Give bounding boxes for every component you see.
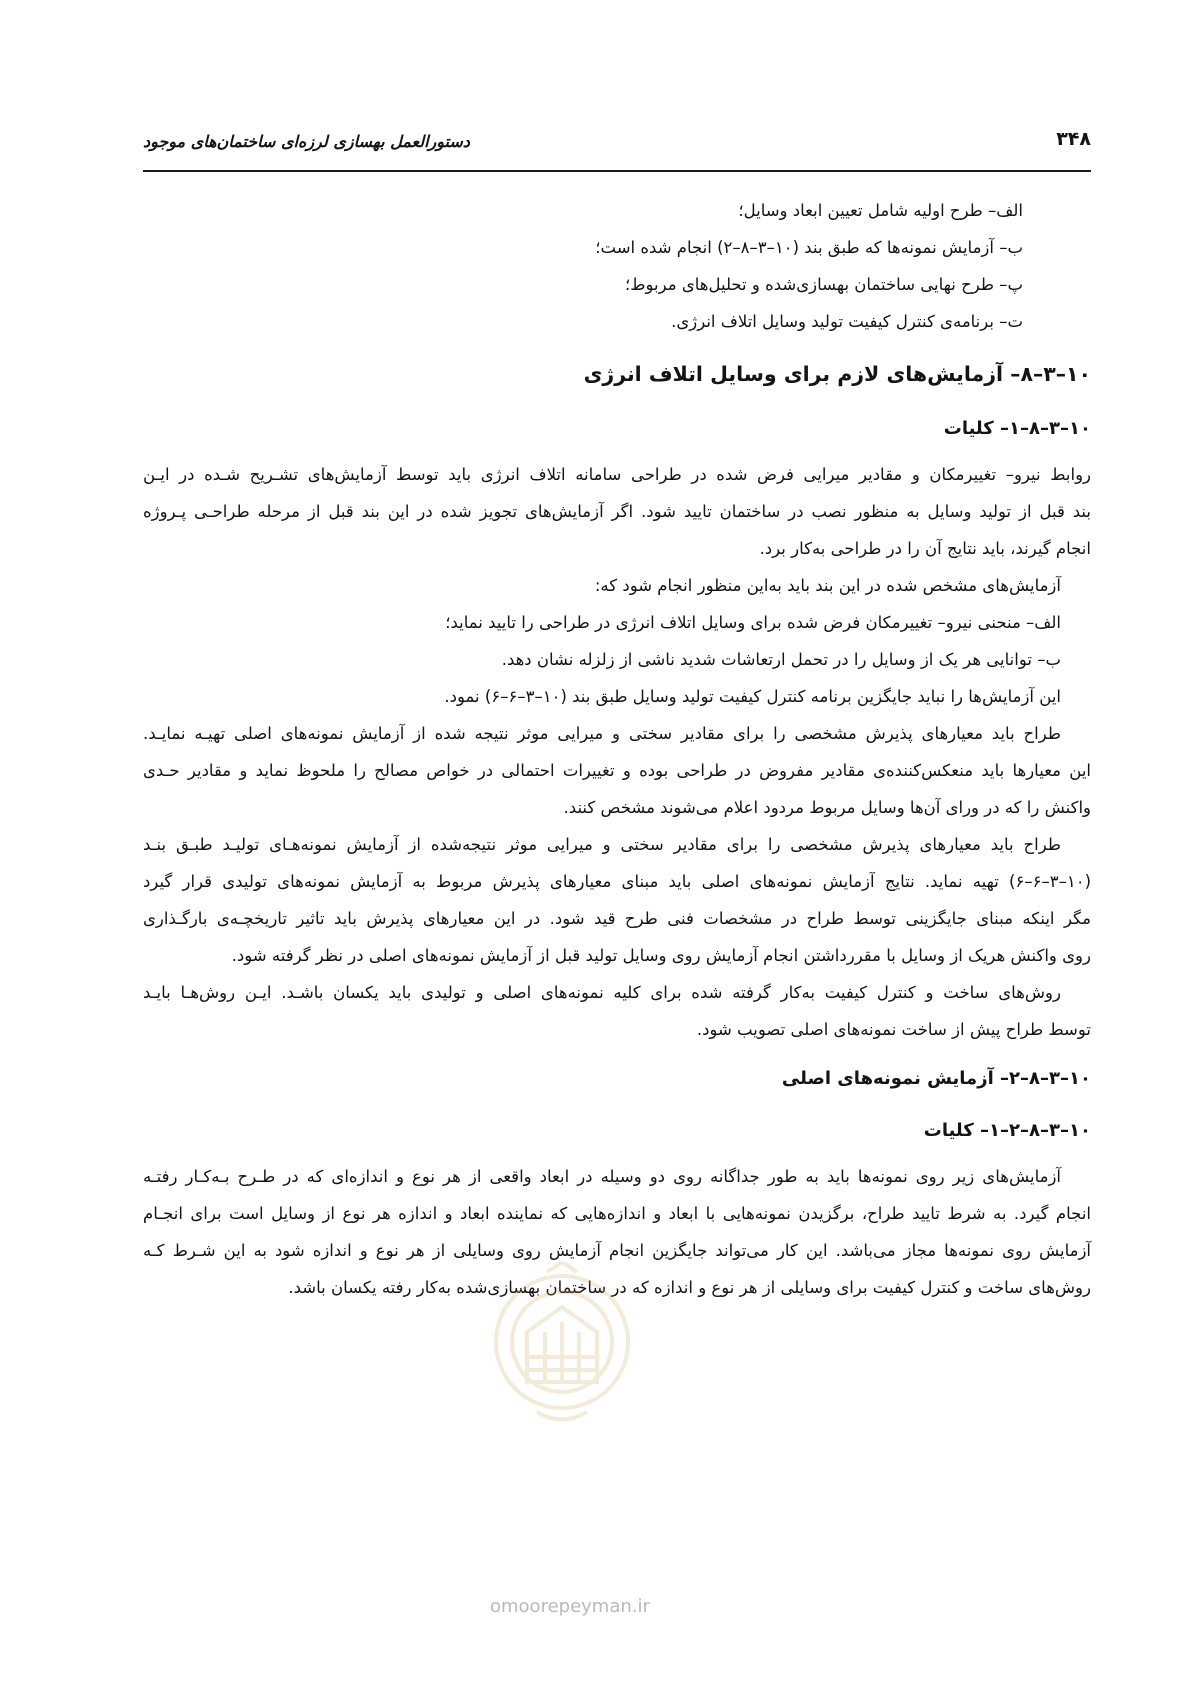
- text-line: روش‌های ساخت و کنترل کیفیت برای وسایلی از هر نوع و اندازه که در ساختمان بهسازی‌شده به‌کار رفته یکسان باشد.: [288, 1278, 1091, 1297]
- text-line: آزمایش روی نمونه‌ها مجاز می‌باشد. این کار می‌تواند جایگزین انجام آزمایش روی وسایلی از هر نوع و اندازه شود به این شـرط کـه: [143, 1241, 1091, 1260]
- paragraph: آزمایش‌های مشخص شده در این بند باید به‌این منظور انجام شود که:: [594, 576, 1061, 595]
- text-line: روابط نیرو– تغییرمکان و مقادیر میرایی فرض شده در طراحی سامانه اتلاف انرژی باید توسط آزمایش‌های تشـریح شـده در ایـن: [143, 465, 1091, 484]
- section-heading-10-3-8: ۱۰–۳–۸– آزمایش‌های لازم برای وسایل اتلاف انرژی: [583, 362, 1091, 386]
- paragraph: [143, 826, 1091, 974]
- page-header: [143, 128, 1091, 164]
- list-item: الف– منحنی نیرو– تغییرمکان فرض شده برای وسایل اتلاف انرژی در طراحی را تایید نماید؛: [445, 613, 1061, 632]
- text-line: توسط طراح پیش از ساخت نمونه‌های اصلی تصویب شود.: [696, 1020, 1091, 1039]
- list-item: پ– طرح نهایی ساختمان بهسازی‌شده و تحلیل‌های مربوط؛: [625, 275, 1023, 294]
- text-line: این معیارها باید منعکس‌کننده‌ی مقادیر مفروض در طراحی بوده و تغییرات احتمالی در خواص مصالح را ملحوظ نماید و مقادیر حـدی: [143, 761, 1091, 780]
- text-line: طراح باید معیارهای پذیرش مشخصی را برای مقادیر سختی و میرایی موثر نتیجه‌شده از آزمایش نمونه‌هـای تولیـد طبـق بنـد: [143, 835, 1061, 854]
- list-item: الف– طرح اولیه شامل تعیین ابعاد وسایل؛: [738, 201, 1023, 220]
- section-heading-10-3-8-1: ۱۰–۳–۸–۱– کلیات: [943, 418, 1091, 439]
- section-heading-10-3-8-2-1: ۱۰–۳–۸–۲–۱– کلیات: [923, 1120, 1091, 1141]
- text-line: بند قبل از تولید وسایل به منظور نصب در ساختمان تایید شود. اگر آزمایش‌های تجویز شده در این بند قبل از مرحله طراحـی پـروژه: [143, 502, 1091, 521]
- text-line: آزمایش‌های زیر روی نمونه‌ها باید به طور جداگانه روی دو وسیله در ابعاد واقعی از هر نوع و اندازه‌ای که در طـرح بـه‌کـار رفتـه: [143, 1167, 1061, 1186]
- text-line: (۱۰–۳–۶–۶) تهیه نماید. نتایج آزمایش نمونه‌های اصلی باید مبنای معیارهای پذیرش مربوط به آزمایش نمونه‌های تولیدی قرار گیرد: [143, 872, 1091, 891]
- text-line: مگر اینکه مبنای جایگزینی توسط طراح در مشخصات فنی طرح قید شود. در این معیارهای پذیرش باید تاثیر تاریخچـه‌ی بارگـذاری: [143, 909, 1091, 928]
- list-item: ب– توانایی هر یک از وسایل را در تحمل ارتعاشات شدید ناشی از زلزله نشان دهد.: [501, 650, 1061, 669]
- text-line: روی واکنش هریک از وسایل با مقررداشتن انجام آزمایش روی وسایل تولید قبل از آزمایش نمونه‌های اصلی در نظر گرفته شود.: [231, 946, 1091, 965]
- watermark-seal-icon: [487, 1262, 637, 1432]
- header-rule: [143, 170, 1091, 172]
- list-item: ت– برنامه‌ی کنترل کیفیت تولید وسایل اتلاف انرژی.: [671, 312, 1023, 331]
- text-line: روش‌های ساخت و کنترل کیفیت به‌کار گرفته شده برای کلیه نمونه‌های اصلی و تولیدی باید یکسان باشـد. ایـن روش‌هـا بایـد: [143, 983, 1061, 1002]
- page-number: ۳۴۸: [1056, 128, 1091, 150]
- text-line: انجام گیرد. به شرط تایید طراح، برگزیدن نمونه‌هایی با ابعاد و اندازه‌هایی که نماینده ابعاد و اندازه هر نوع از وسایل است برای انجـام: [143, 1204, 1091, 1223]
- text-line: واکنش را که در ورای آن‌ها وسایل مربوط مردود اعلام می‌شوند مشخص کنند.: [563, 798, 1091, 817]
- paragraph: [143, 715, 1091, 826]
- paragraph: [143, 974, 1091, 1048]
- paragraph: این آزمایش‌ها را نباید جایگزین برنامه کنترل کیفیت تولید وسایل طبق بند (۱۰–۳–۶–۶) نمود.: [444, 687, 1061, 706]
- list-item: ب– آزمایش نمونه‌ها که طبق بند (۱۰–۳–۸–۲) انجام شده است؛: [595, 238, 1023, 257]
- paragraph: [143, 456, 1091, 567]
- text-line: طراح باید معیارهای پذیرش مشخصی را برای مقادیر سختی و میرایی موثر نتیجه شده از آزمایش نمونه‌های اصلی تهیـه نمایـد.: [143, 724, 1061, 743]
- running-title: دستورالعمل بهسازی لرزه‌ای ساختمان‌های موجود: [143, 132, 470, 151]
- section-heading-10-3-8-2: ۱۰–۳–۸–۲– آزمایش نمونه‌های اصلی: [781, 1068, 1091, 1089]
- text-line: انجام گیرند، باید نتایج آن را در طراحی به‌کار برد.: [759, 539, 1091, 558]
- watermark-url: omoorepeyman.ir: [490, 1596, 650, 1617]
- page-content: [143, 192, 1091, 1306]
